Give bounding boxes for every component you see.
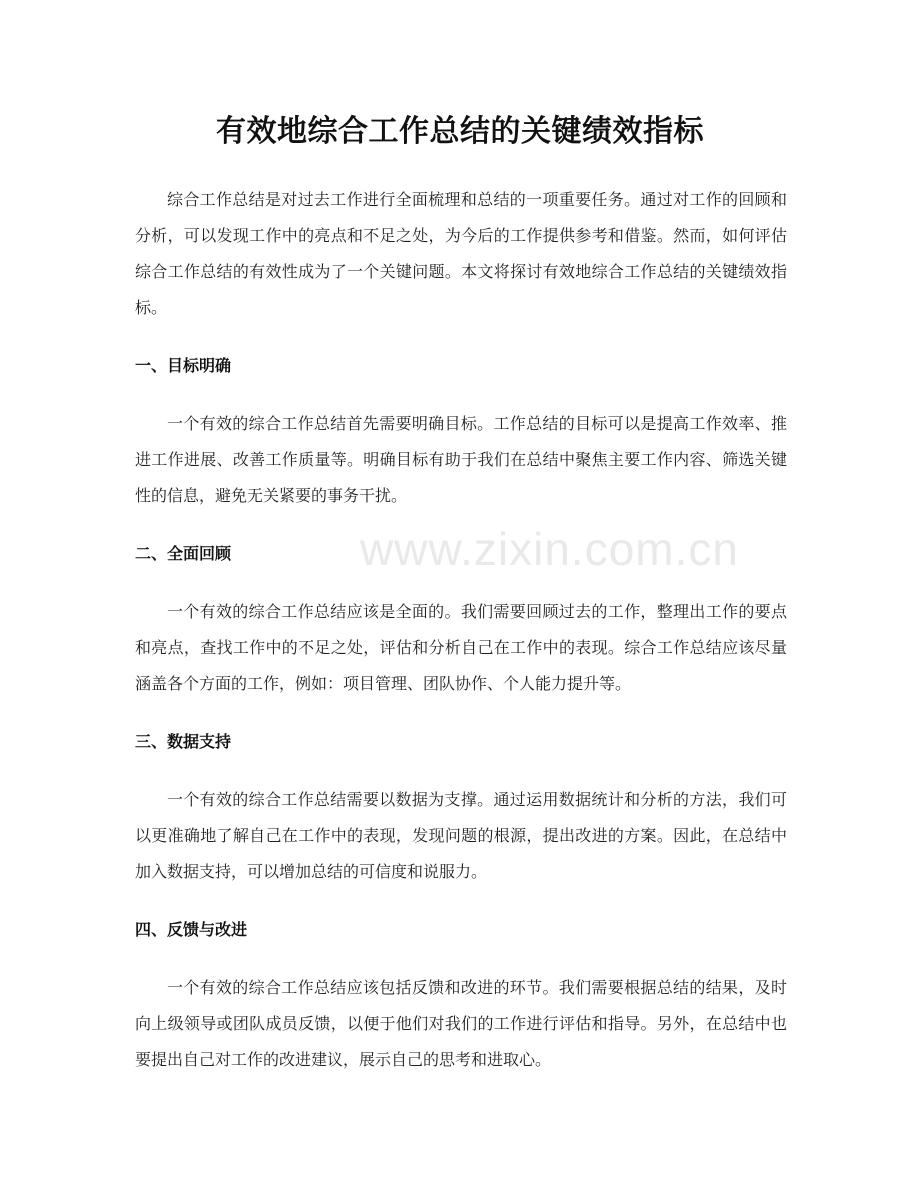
intro-paragraph: 综合工作总结是对过去工作进行全面梳理和总结的一项重要任务。通过对工作的回顾和分析，可以发现工作中的亮点和不足之处，为今后的工作提供参考和借鉴。然而，如何评估综合工作总结的有效性成为了一个关键问题。本文将探讨有效地综合工作总结的关键绩效指标。 [135, 190, 787, 317]
section-heading-data: 三、数据支持 [135, 732, 232, 751]
section-body-review: 一个有效的综合工作总结应该是全面的。我们需要回顾过去的工作，整理出工作的要点和亮点，查找工作中的不足之处，评估和分析自己在工作中的表现。综合工作总结应该尽量涵盖各个方面的工作，例如：项目管理、团队协作、个人能力提升等。 [135, 602, 787, 693]
section-body-feedback: 一个有效的综合工作总结应该包括反馈和改进的环节。我们需要根据总结的结果，及时向上级领导或团队成员反馈，以便于他们对我们的工作进行评估和指导。另外，在总结中也要提出自己对工作的改进建议，展示自己的思考和进取心。 [135, 978, 787, 1069]
section-heading-review: 二、全面回顾 [135, 544, 232, 563]
watermark-text: www.zixin.com.cn [360, 523, 739, 575]
section-heading-goals: 一、目标明确 [135, 356, 232, 375]
section-heading-feedback: 四、反馈与改进 [135, 920, 248, 939]
section-body-data: 一个有效的综合工作总结需要以数据为支撑。通过运用数据统计和分析的方法，我们可以更准确地了解自己在工作中的表现，发现问题的根源，提出改进的方案。因此，在总结中加入数据支持，可以增加总结的可信度和说服力。 [135, 790, 787, 881]
document-body [135, 182, 787, 1100]
page-title: 有效地综合工作总结的关键绩效指标 [216, 114, 704, 149]
section-body-goals: 一个有效的综合工作总结首先需要明确目标。工作总结的目标可以是提高工作效率、推进工作进展、改善工作质量等。明确目标有助于我们在总结中聚焦主要工作内容、筛选关键性的信息，避免无关紧要的事务干扰。 [135, 414, 787, 505]
